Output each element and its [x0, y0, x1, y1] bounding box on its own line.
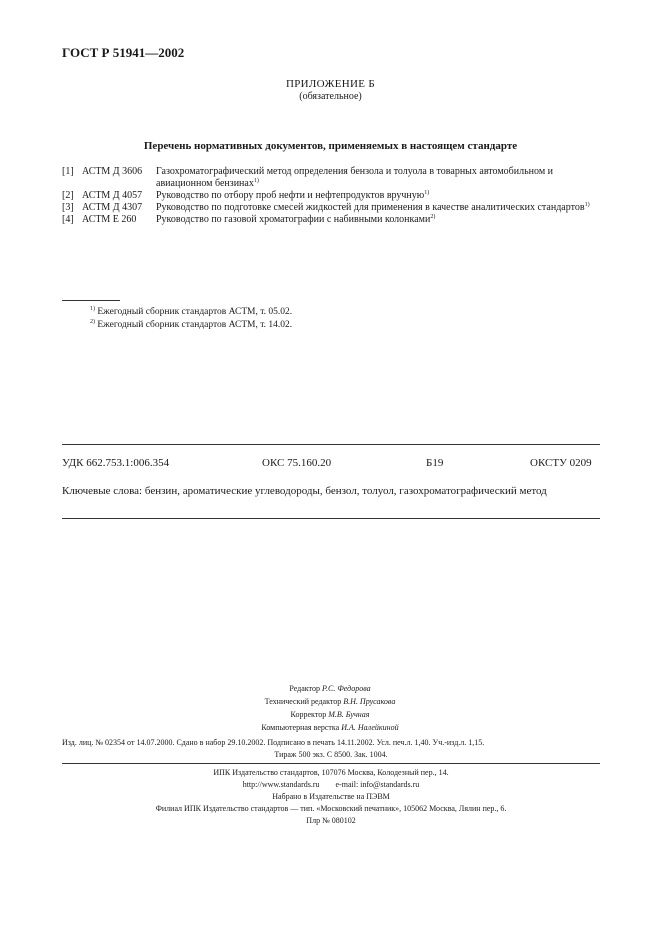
reference-code: АСТМ Д 4307: [82, 202, 143, 213]
publication-line: Изд. лиц. № 02354 от 14.07.2000. Сдано в набор 29.10.2002. Подписано в печать 14.11.2002. Усл. печ.л. 1,40. Уч.-изд.л. 1,15.: [62, 738, 485, 747]
credit-role: Компьютерная верстка: [261, 723, 340, 732]
footnote: [90, 307, 292, 317]
footnote-mark: 2): [90, 319, 95, 325]
reference-code: АСТМ Д 4057: [82, 190, 143, 201]
footnote-text: Ежегодный сборник стандартов АСТМ, т. 14.02.: [97, 320, 293, 330]
credit-line: [230, 721, 430, 734]
credit-name: В.Н. Прусакова: [343, 697, 396, 706]
reference-item: [62, 214, 602, 226]
footer-line: Филиал ИПК Издательство стандартов — тип. «Московский печатник», 105062 Москва, Лялин пер., 6.: [155, 804, 507, 813]
divider: [62, 444, 600, 445]
reference-item: [62, 190, 602, 202]
divider: [62, 763, 600, 764]
footer-line: Набрано в Издательстве на ПЭВМ: [272, 792, 390, 801]
annex-title: ПРИЛОЖЕНИЕ Б: [286, 78, 375, 90]
footer-line: http://www.standards.ru e-mail: info@standards.ru: [242, 780, 420, 789]
reference-item: [62, 202, 602, 214]
credit-name: М.В. Бучная: [328, 710, 370, 719]
credit-line: [230, 682, 430, 695]
credit-role: Редактор: [289, 684, 320, 693]
footer-line: Плр № 080102: [306, 816, 356, 825]
reference-text: Руководство по подготовке смесей жидкостей для применения в качестве аналитических стандартов: [156, 202, 585, 213]
annex-status: (обязательное): [299, 91, 362, 102]
credit-role: Технический редактор: [264, 697, 342, 706]
footnote-ref: 1): [253, 178, 259, 184]
reference-number: [2]: [62, 190, 74, 201]
okstu-code: ОКСТУ 0209: [530, 457, 592, 469]
reference-code: АСТМ Д 3606: [82, 166, 143, 177]
reference-text: Газохроматографический метод определения бензола и толуола в товарных автомобильном и авиационном бензинах: [156, 166, 554, 189]
reference-number: [4]: [62, 214, 74, 225]
keywords: Ключевые слова: бензин, ароматические углеводороды, бензол, толуол, газохроматографический метод: [62, 485, 547, 497]
credit-role: Корректор: [290, 710, 327, 719]
footnote-divider: [62, 300, 120, 301]
footer-line: ИПК Издательство стандартов, 107076 Москва, Колодезный пер., 14.: [213, 768, 449, 777]
references-title: Перечень нормативных документов, применяемых в настоящем стандарте: [143, 140, 518, 152]
credit-name: Р.С. Федорова: [321, 684, 371, 693]
publication-info: [62, 737, 600, 761]
footnote-ref: 1): [584, 202, 590, 208]
oks-code: ОКС 75.160.20: [262, 457, 332, 469]
credit-line: [230, 695, 430, 708]
reference-number: [3]: [62, 202, 74, 213]
reference-code: АСТМ Е 260: [82, 214, 137, 225]
group-code: Б19: [426, 457, 444, 469]
footnote-ref: 2): [430, 214, 436, 220]
footnote-mark: 1): [90, 306, 95, 312]
reference-text: Руководство по газовой хроматографии с набивными колонками: [156, 214, 431, 225]
reference-text: Руководство по отбору проб нефти и нефтепродуктов вручную: [156, 190, 425, 201]
credit-line: [230, 708, 430, 721]
references-list: [62, 166, 602, 226]
footnote-ref: 1): [424, 190, 430, 196]
footnote: [90, 320, 292, 330]
publisher-footer: [62, 767, 600, 827]
credit-name: И.А. Налейкиной: [341, 723, 399, 732]
udk-code: УДК 662.753.1:006.354: [62, 457, 170, 469]
reference-item: [62, 166, 602, 190]
publication-line: Тираж 500 экз. С 8500. Зак. 1004.: [274, 750, 388, 759]
credits: [230, 682, 430, 734]
divider: [62, 518, 600, 519]
reference-number: [1]: [62, 166, 74, 177]
footnote-text: Ежегодный сборник стандартов АСТМ, т. 05.02.: [97, 307, 293, 317]
document-code: ГОСТ Р 51941—2002: [62, 45, 185, 60]
